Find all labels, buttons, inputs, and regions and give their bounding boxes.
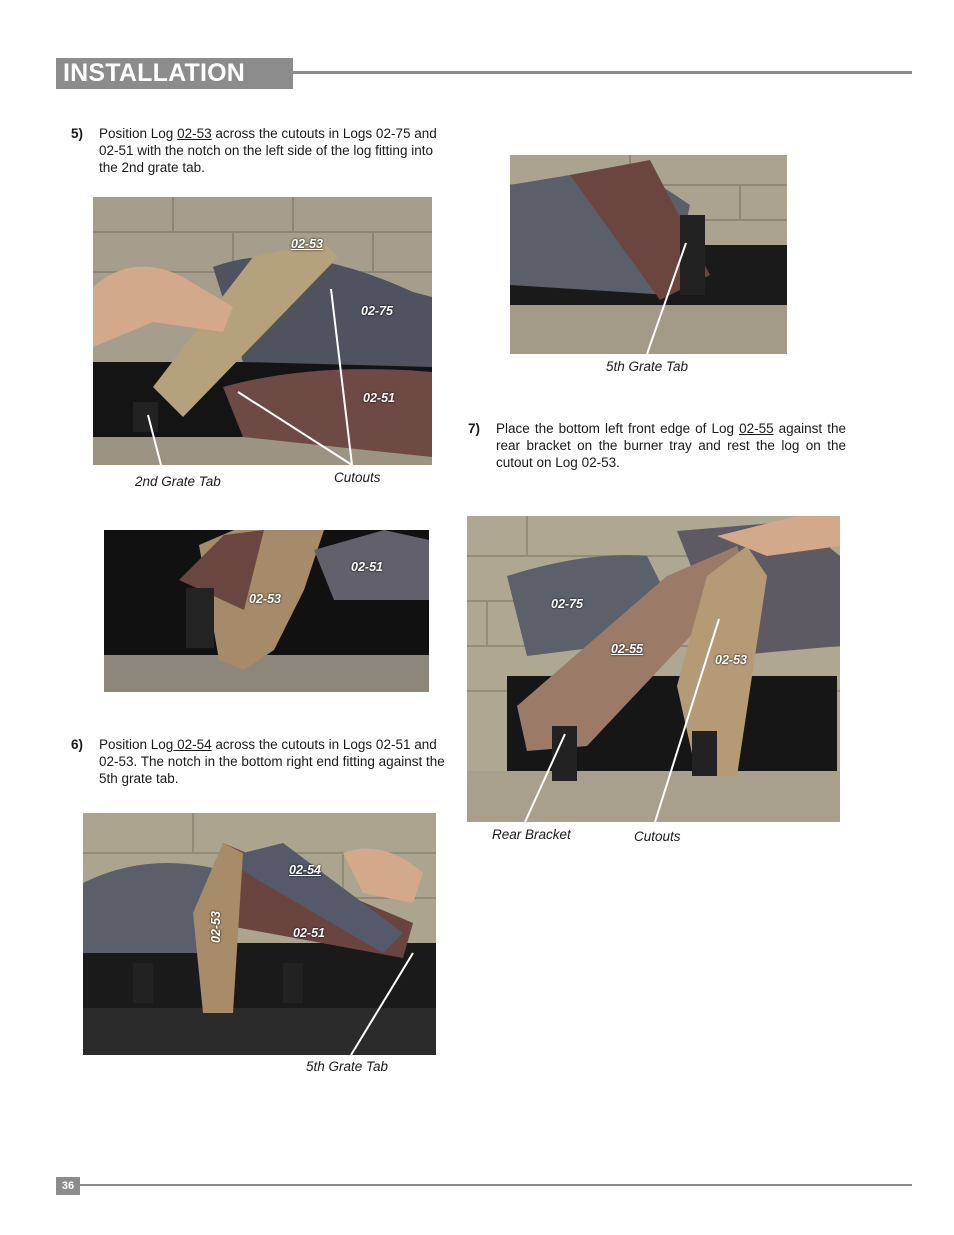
log-label: 02-51 — [363, 391, 395, 405]
step-5 — [71, 125, 451, 179]
caption-rear-bracket: Rear Bracket — [492, 827, 571, 842]
step-text: Position Log 02-54 across the cutouts in Logs 02-51 and 02-53. The notch in the bottom right end fitting against the 5th grate tab. — [99, 737, 445, 786]
log-label: 02-75 — [551, 597, 583, 611]
photo-step5-detail — [104, 530, 429, 692]
photo-step5 — [93, 197, 432, 465]
log-label: 02-53 — [715, 653, 747, 667]
caption-5th-grate-tab: 5th Grate Tab — [606, 359, 689, 374]
log-ref: 02-53 — [177, 126, 212, 141]
caption-5th-grate-tab: 5th Grate Tab — [306, 1059, 389, 1074]
page-number: 36 — [56, 1177, 80, 1195]
log-label: 02-53 — [291, 237, 323, 251]
step-text: Position Log 02-53 across the cutouts in Logs 02-75 and 02-51 with the notch on the left side of the log fitting into the 2nd grate tab. — [99, 126, 437, 175]
caption-cutouts: Cutouts — [334, 470, 381, 485]
step-number: 5) — [71, 126, 84, 141]
log-label: 02-75 — [361, 304, 393, 318]
caption-cutouts: Cutouts — [634, 829, 681, 844]
header-rule — [293, 71, 912, 74]
log-label: 02-51 — [351, 560, 383, 574]
log-label: 02-51 — [293, 926, 325, 940]
photo-step6-tab — [510, 155, 787, 354]
caption-2nd-grate-tab: 2nd Grate Tab — [135, 474, 221, 489]
log-ref: 02-55 — [739, 421, 774, 436]
step-text: Place the bottom left front edge of Log 02-55 against the rear bracket on the burner tray and rest the log on the cutout on Log 02-53. — [496, 421, 846, 470]
log-label: 02-54 — [289, 863, 321, 877]
log-label: 02-55 — [611, 642, 643, 656]
step-number: 7) — [468, 421, 481, 436]
photo-step6 — [83, 813, 436, 1055]
step-6 — [71, 736, 451, 790]
log-ref: 02-54 — [173, 737, 212, 752]
log-label: 02-53 — [249, 592, 281, 606]
page-title: INSTALLATION — [63, 59, 246, 87]
photo-step7 — [467, 516, 840, 822]
footer-rule — [80, 1184, 912, 1186]
step-7 — [468, 420, 846, 474]
step-number: 6) — [71, 737, 84, 752]
log-label: 02-53 — [209, 911, 223, 943]
